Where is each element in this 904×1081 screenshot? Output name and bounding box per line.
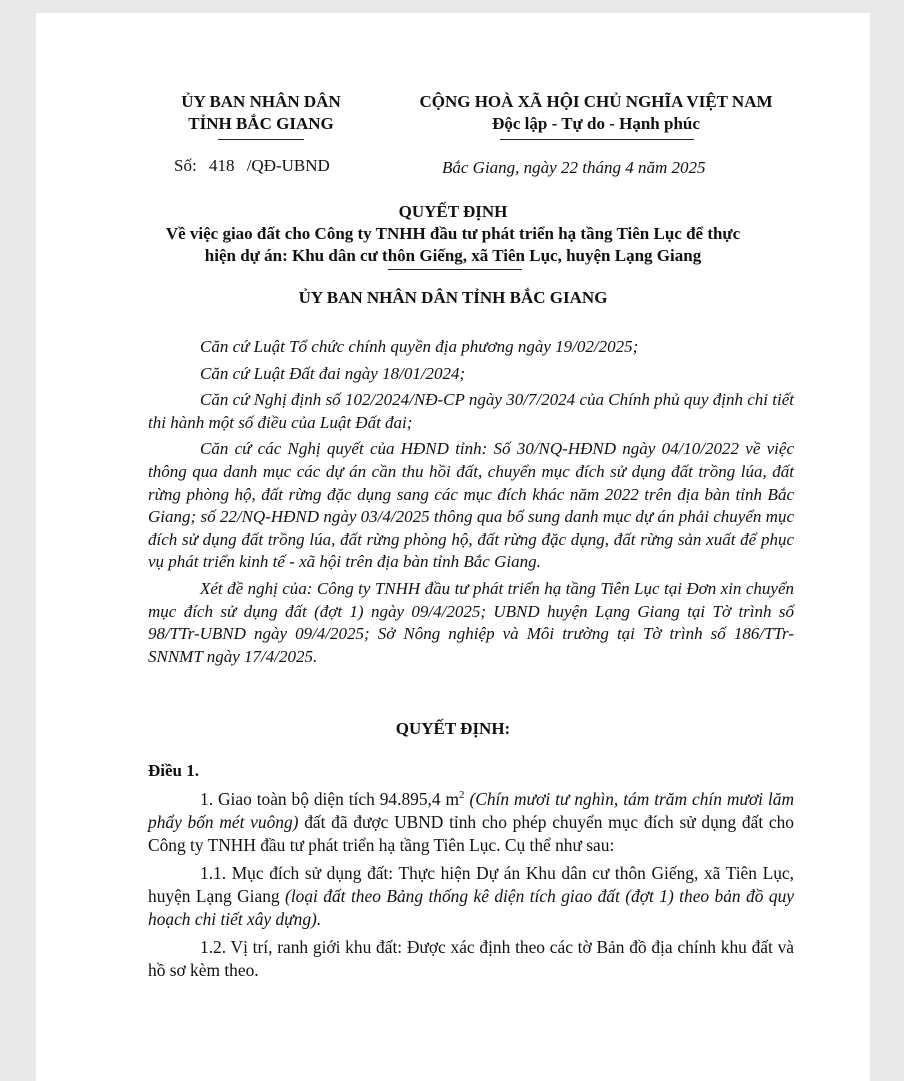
basis-item: Xét đề nghị của: Công ty TNHH đầu tư phát triển hạ tầng Tiên Lục tại Đơn xin chuyển mục đích sử dụng đất (đợt 1) ngày 09/4/2025; UBND huyện Lạng Giang tại Tờ trình số 98/TTr-UBND ngày 09/4/2025; Sở Nông nghiệp và Môi trường tại Tờ trình số 186/TTr-SNNMT ngày 17/4/2025.	[148, 578, 794, 666]
article-1-clause-1-1: 1.1. Mục đích sử dụng đất: Thực hiện Dự án Khu dân cư thôn Giếng, xã Tiên Lục, huyện Lạng Giang (loại đất theo Bảng thống kê diện tích giao đất (đợt 1) theo bản đồ quy hoạch chi tiết xây dựng).	[148, 863, 794, 929]
article-1-label: Điều 1.	[148, 761, 199, 780]
motto: Độc lập - Tự do - Hạnh phúc	[492, 114, 700, 133]
province-name: TỈNH BẮC GIANG	[188, 114, 334, 133]
place-date: Bắc Giang, ngày 22 tháng 4 năm 2025	[442, 158, 706, 177]
agency-block	[166, 91, 356, 135]
article-1-body	[148, 788, 794, 982]
document-page	[36, 13, 870, 1081]
title-underline	[388, 269, 522, 270]
issuer-heading: ỦY BAN NHÂN DÂN TỈNH BẮC GIANG	[298, 288, 608, 307]
agency-name: ỦY BAN NHÂN DÂN	[181, 92, 341, 111]
subject-line-1: Về việc giao đất cho Công ty TNHH đầu tư phát triển hạ tầng Tiên Lục để thực	[165, 224, 741, 243]
title-block	[136, 201, 770, 267]
document-number	[174, 156, 330, 176]
basis-item: Căn cứ các Nghị quyết của HĐND tỉnh: Số 30/NQ-HĐND ngày 04/10/2022 về việc thông qua danh mục các dự án cần thu hồi đất, chuyển mục đích sử dụng đất trồng lúa, đất rừng phòng hộ, đất rừng đặc dụng sang các mục đích khác năm 2022 trên địa bàn tỉnh Bắc Giang; số 22/NQ-HĐND ngày 03/4/2025 thông qua bổ sung danh mục dự án phải chuyển mục đích sử dụng đất trồng lúa, đất rừng phòng hộ, đất rừng đặc dụng, đất rừng sản xuất để phục vụ phát triển kinh tế - xã hội trên địa bàn tỉnh Bắc Giang.	[148, 439, 794, 572]
number-label: Số:	[174, 156, 197, 175]
basis-item: Căn cứ Luật Đất đai ngày 18/01/2024;	[200, 363, 466, 383]
decision-subheading: QUYẾT ĐỊNH:	[395, 719, 511, 738]
motto-underline	[500, 139, 694, 140]
number-suffix: /QĐ-UBND	[246, 156, 330, 175]
article-1-clause-1-2: 1.2. Vị trí, ranh giới khu đất: Được xác định theo các tờ Bản đồ địa chính khu đất và hồ sơ kèm theo.	[148, 937, 794, 980]
nation-block	[388, 91, 804, 135]
subject-line-2: hiện dự án: Khu dân cư thôn Giếng, xã Tiên Lục, huyện Lạng Giang	[204, 246, 702, 265]
legal-bases	[148, 336, 794, 668]
nation-name: CỘNG HOÀ XÃ HỘI CHỦ NGHĨA VIỆT NAM	[419, 92, 773, 111]
decision-heading: QUYẾT ĐỊNH	[398, 202, 508, 221]
basis-item: Căn cứ Luật Tổ chức chính quyền địa phương ngày 19/02/2025;	[200, 337, 639, 356]
number-value: 418	[208, 156, 235, 175]
article-1-clause-1: 1. Giao toàn bộ diện tích 94.895,4 $m^2$ (Chín mươi tư nghìn, tám trăm chín mươi lăm phẩy bốn mét vuông) đất đã được UBND tỉnh cho phép chuyển mục đích sử dụng đất cho Công ty TNHH đầu tư phát triển hạ tầng Tiên Lục. Cụ thể như sau:	[148, 789, 794, 855]
agency-underline	[218, 139, 304, 140]
basis-item: Căn cứ Nghị định số 102/2024/NĐ-CP ngày 30/7/2024 của Chính phủ quy định chi tiết thi hành một số điều của Luật Đất đai;	[148, 390, 794, 432]
